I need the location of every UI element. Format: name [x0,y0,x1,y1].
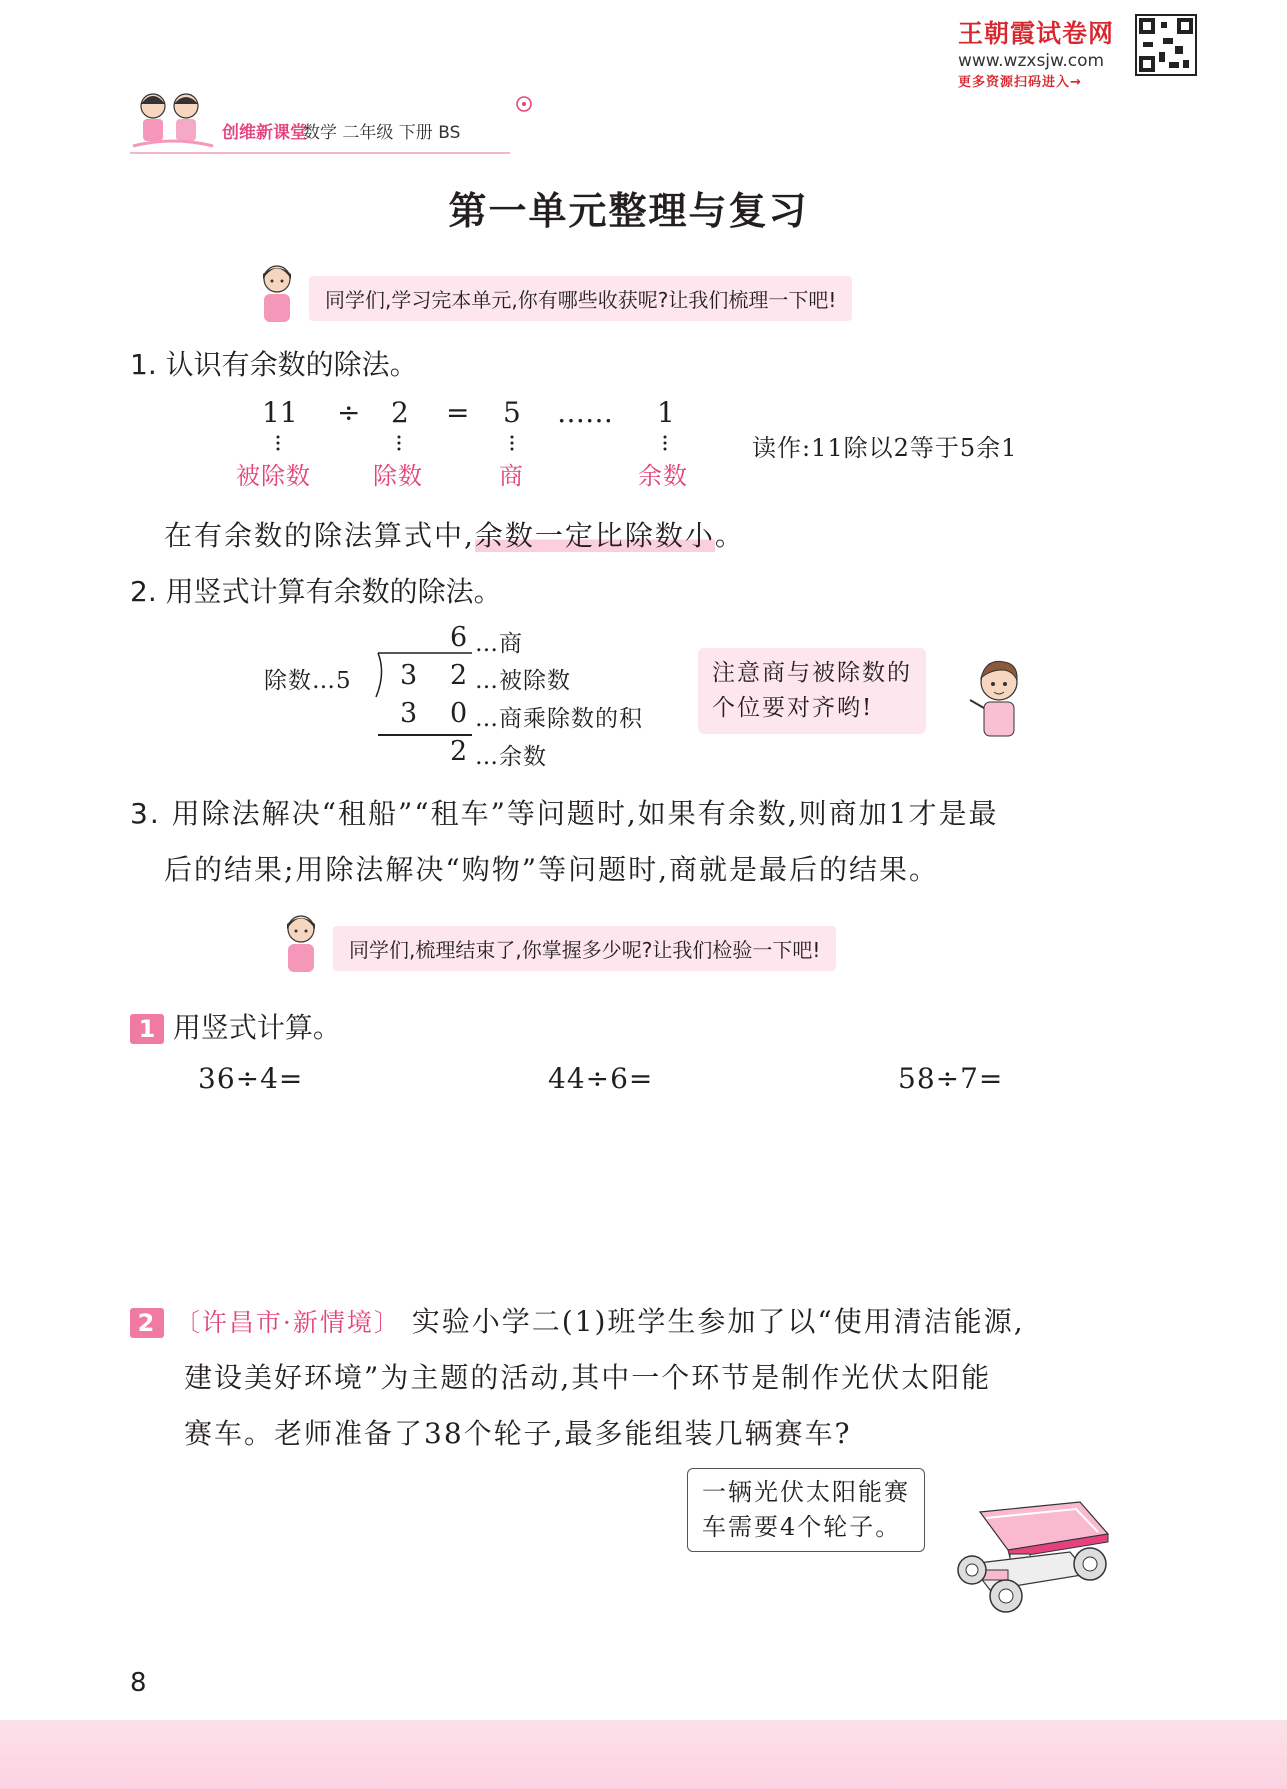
eq-equals: = [446,396,470,429]
label-quotient: 商 [499,462,524,490]
exercise1-title-text: 用竖式计算。 [172,1011,341,1044]
tip-line-2: 个位要对齐哟! [712,695,874,721]
children-illustration-icon [128,88,218,156]
exercise2-text-1: 实验小学二(1)班学生参加了以“使用清洁能源, [411,1305,1025,1338]
ld-product-label: …商乘除数的积 [475,706,643,732]
book-series: 创维新课堂 [222,123,307,143]
pointer-dots [270,434,680,454]
section1-title-text: 认识有余数的除法。 [165,348,418,381]
exercise2-line-1 [130,1300,1025,1340]
eq-divisor: 2 [391,396,409,429]
tip-bubble-wheels [687,1468,925,1552]
tip-line-1: 注意商与被除数的 [712,660,912,686]
rule-suffix: 。 [714,519,745,552]
eq-ellipsis: …… [557,396,613,429]
calc-item-2: 44÷6= [548,1062,654,1095]
section3-line-2: 后的结果;用除法解决“购物”等问题时,商就是最后的结果。 [164,853,939,886]
rule-prefix: 在有余数的除法算式中, [164,519,475,552]
exercise2-line-2: 建设美好环境”为主题的活动,其中一个环节是制作光伏太阳能 [184,1361,992,1394]
eq-dividend: 11 [262,396,298,429]
exercise1-badge: 1 [130,1014,164,1044]
eq-divide-sign: ÷ [337,396,361,429]
brand-url[interactable]: www.wzxsjw.com [958,51,1105,71]
wheels-line-2: 车需要4个轮子。 [702,1513,902,1541]
ld-quotient-label: …商 [475,631,523,657]
brand-name: 王朝霞试卷网 [958,19,1115,48]
label-remainder: 余数 [638,462,688,490]
section2-title-text: 用竖式计算有余数的除法。 [165,575,502,608]
hint-banner-start: 同学们,学习完本单元,你有哪些收获呢?让我们梳理一下吧! [309,276,852,321]
eq-quotient: 5 [503,396,521,429]
teacher-avatar-icon [276,912,330,978]
section3-number: 3. [130,797,161,830]
page-title: 第一单元整理与复习 [448,189,809,233]
flower-decoration-icon [512,92,536,116]
ld-dividend-ones: 2 [450,660,468,691]
ld-dividend-tens: 3 [400,660,418,691]
label-divisor: 除数 [373,462,423,490]
wheels-line-1: 一辆光伏太阳能赛 [702,1478,910,1506]
exercise1-title [130,1006,341,1046]
header-divider [130,152,510,154]
tip-bubble-align [698,648,926,734]
exercise2-tag: 〔许昌市·新情境〕 [174,1308,401,1337]
page-number: 8 [130,1668,147,1698]
ld-remainder: 2 [450,736,468,767]
read-as: 读作:11除以2等于5余1 [752,434,1018,462]
ld-divisor-label: 除数…5 [264,668,352,694]
bottom-band [0,1720,1287,1789]
boy-character-icon [966,656,1028,742]
brand-more: 更多资源扫码进入→ [958,75,1082,90]
ld-dividend-label: …被除数 [475,668,571,694]
book-meta: 数学 二年级 下册 BS [303,123,461,143]
hint-banner-check: 同学们,梳理结束了,你掌握多少呢?让我们检验一下吧! [333,926,836,971]
solar-car-icon [950,1492,1120,1622]
section3-line-1 [130,792,999,832]
exercise2-badge: 2 [130,1308,164,1338]
section1-title [130,343,418,383]
brand-block [958,14,1158,90]
eq-remainder: 1 [657,396,675,429]
ld-remainder-label: …余数 [475,744,547,770]
teacher-avatar-icon [252,262,306,328]
label-dividend: 被除数 [236,462,311,490]
section1-rule [164,514,745,554]
ld-product-ones: 0 [450,698,468,729]
section2-number: 2. [130,575,157,608]
section1-number: 1. [130,348,157,381]
exercise2-line-3: 赛车。老师准备了38个轮子,最多能组装几辆赛车? [184,1417,852,1450]
calc-item-3: 58÷7= [898,1062,1004,1095]
section2-title [130,570,502,610]
qr-code-icon[interactable] [1135,14,1197,76]
calc-item-1: 36÷4= [198,1062,304,1095]
section3-text-1: 用除法解决“租船”“租车”等问题时,如果有余数,则商加1才是最 [171,797,999,830]
ld-product-tens: 3 [400,698,418,729]
ld-quotient: 6 [450,622,468,653]
rule-highlight: 余数一定比除数小 [474,519,715,552]
